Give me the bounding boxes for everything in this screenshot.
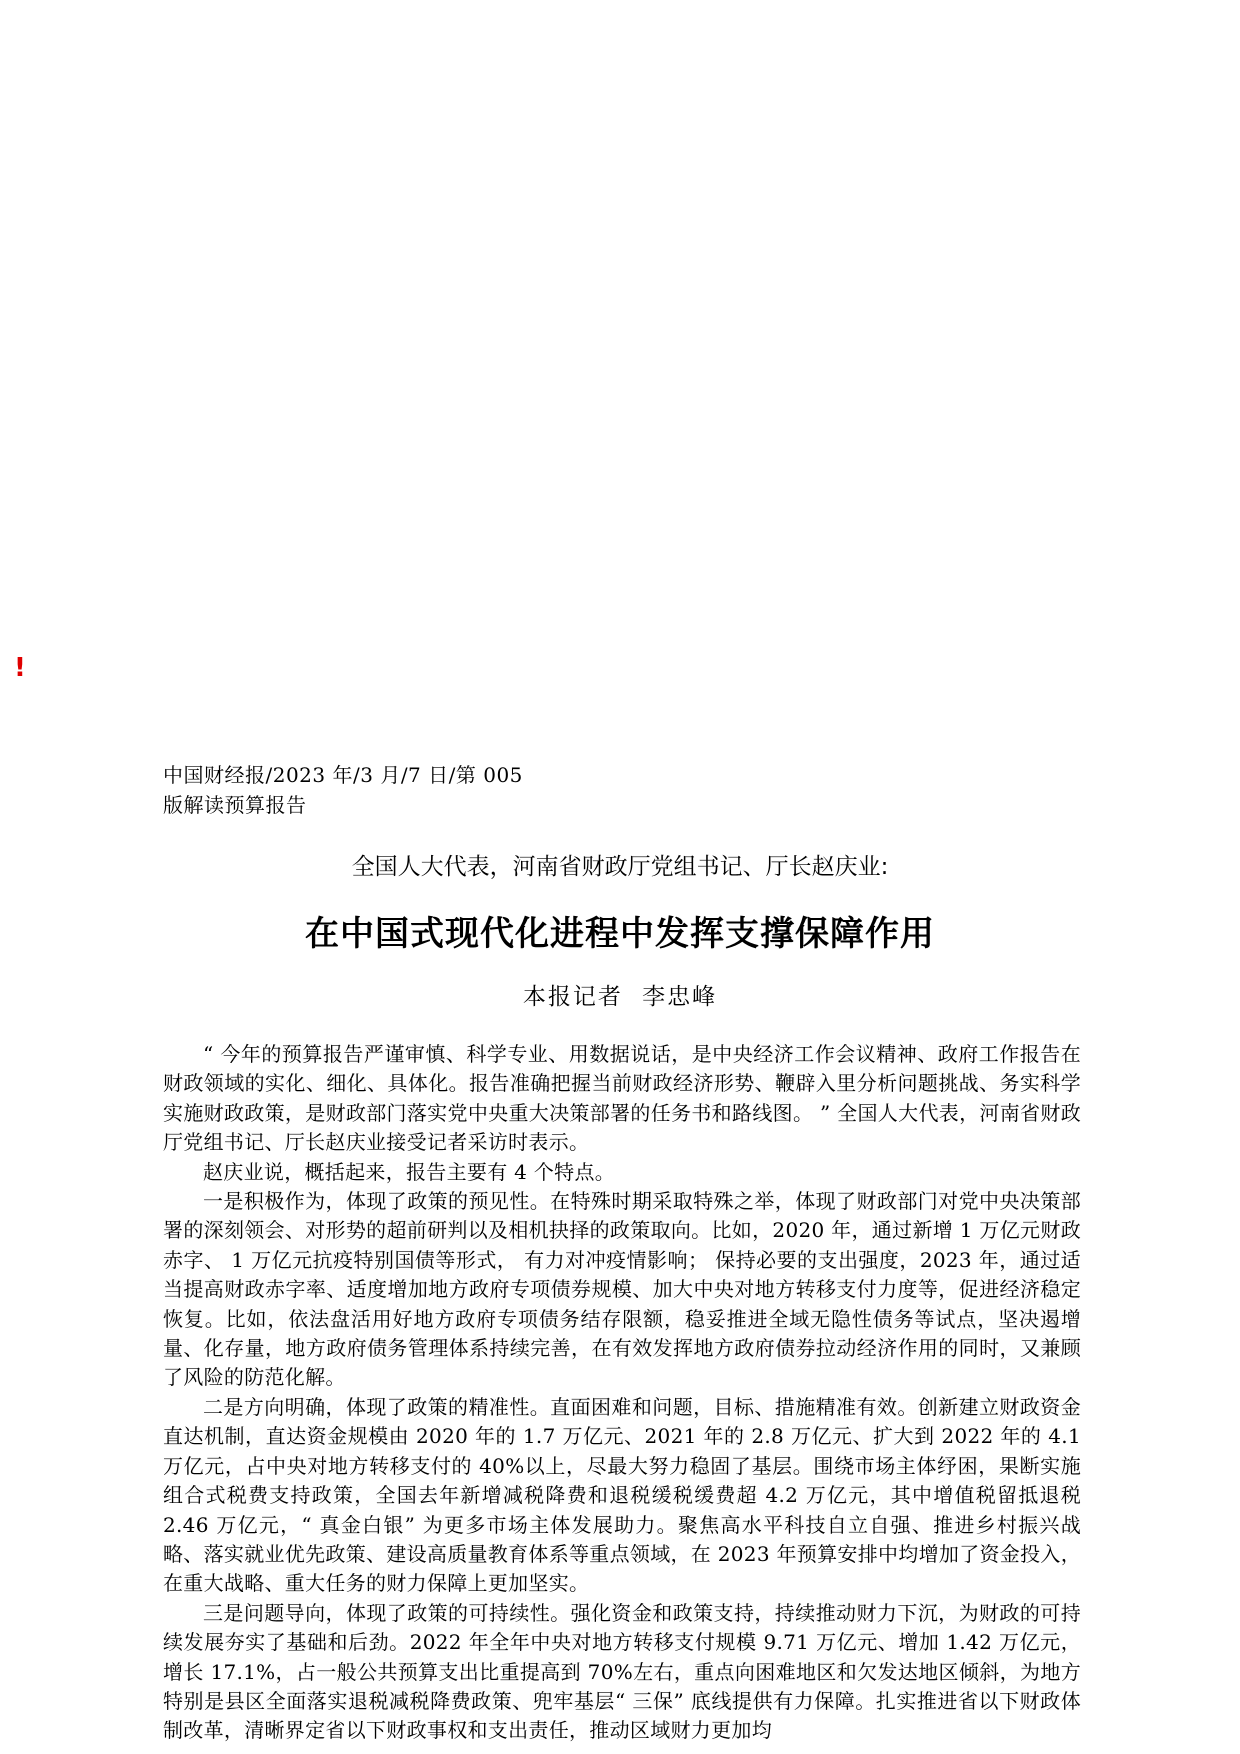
- article-body: [163, 1040, 1081, 1746]
- article-paragraph: “ 今年的预算报告严谨审慎、科学专业、用数据说话，是中央经济工作会议精神、政府工作报告在财政领域的实化、细化、具体化。报告准确把握当前财政经济形势、鞭辟入里分析问题挑战、务实科学实施财政政策，是财政部门落实党中央重大决策部署的任务书和路线图。 ” 全国人大代表，河南省财政厅党组书记、厅长赵庆业接受记者采访时表示。: [163, 1042, 1081, 1155]
- article-paragraph: 赵庆业说，概括起来，报告主要有 4 个特点。: [203, 1159, 616, 1184]
- article-paragraph: 三是问题导向，体现了政策的可持续性。强化资金和政策支持，持续推动财力下沉，为财政的可持续发展夯实了基础和后劲。2022 年全年中央对地方转移支付规模 9.71 万亿元、增加 1.42 万亿元，增长 17.1%，占一般公共预算支出比重提高到 70%左右，重点向困难地区和欠发达地区倾斜，为地方特别是县区全面落实退税减税降费政策、兜牢基层“ 三保” 底线提供有力保障。扎实推进省以下财政体制改革，清晰界定省以下财政事权和支出责任，推动区域财力更加均: [163, 1600, 1081, 1743]
- article-paragraph: 一是积极作为，体现了政策的预见性。在特殊时期采取特殊之举，体现了财政部门对党中央决策部署的深刻领会、对形势的超前研判以及相机抉择的政策取向。比如，2020 年，通过新增 1 万亿元财政赤字、 1 万亿元抗疫特别国债等形式， 有力对冲疫情影响； 保持必要的支出强度，2023 年，通过适当提高财政赤字率、适度增加地方政府专项债券规模、加大中央对地方转移支付力度等，促进经济稳定恢复。比如，依法盘活用好地方政府专项债务结存限额，稳妥推进全域无隐性债务等试点，坚决遏增量、化存量，地方政府债务管理体系持续完善，在有效发挥地方政府债券拉动经济作用的同时，又兼顾了风险的防范化解。: [163, 1189, 1081, 1390]
- publication-source: 中国财经报/2023 年/3 月/7 日/第 005 版解读预算报告: [163, 763, 523, 817]
- margin-exclamation-mark: !: [14, 653, 26, 683]
- article-subtitle: 全国人大代表，河南省财政厅党组书记、厅长赵庆业:: [351, 854, 889, 880]
- article-title: 在中国式现代化进程中发挥支撑保障作用: [305, 914, 935, 954]
- article-paragraph: 二是方向明确，体现了政策的精准性。直面困难和问题，目标、措施精准有效。创新建立财政资金直达机制，直达资金规模由 2020 年的 1.7 万亿元、2021 年的 2.8 万亿元、扩大到 2022 年的 4.1 万亿元，占中央对地方转移支付的 40%以上，尽最大努力稳固了基层。围绕市场主体纾困，果断实施组合式税费支持政策，全国去年新增减税降费和退税缓税缓费超 4.2 万亿元，其中增值税留抵退税 2.46 万亿元，“ 真金白银” 为更多市场主体发展助力。聚焦高水平科技自立自强、推进乡村振兴战略、落实就业优先政策、建设高质量教育体系等重点领域，在 2023 年预算安排中均增加了资金投入，在重大战略、重大任务的财力保障上更加坚实。: [163, 1394, 1082, 1596]
- article-byline: 本报记者 李忠峰: [522, 984, 718, 1010]
